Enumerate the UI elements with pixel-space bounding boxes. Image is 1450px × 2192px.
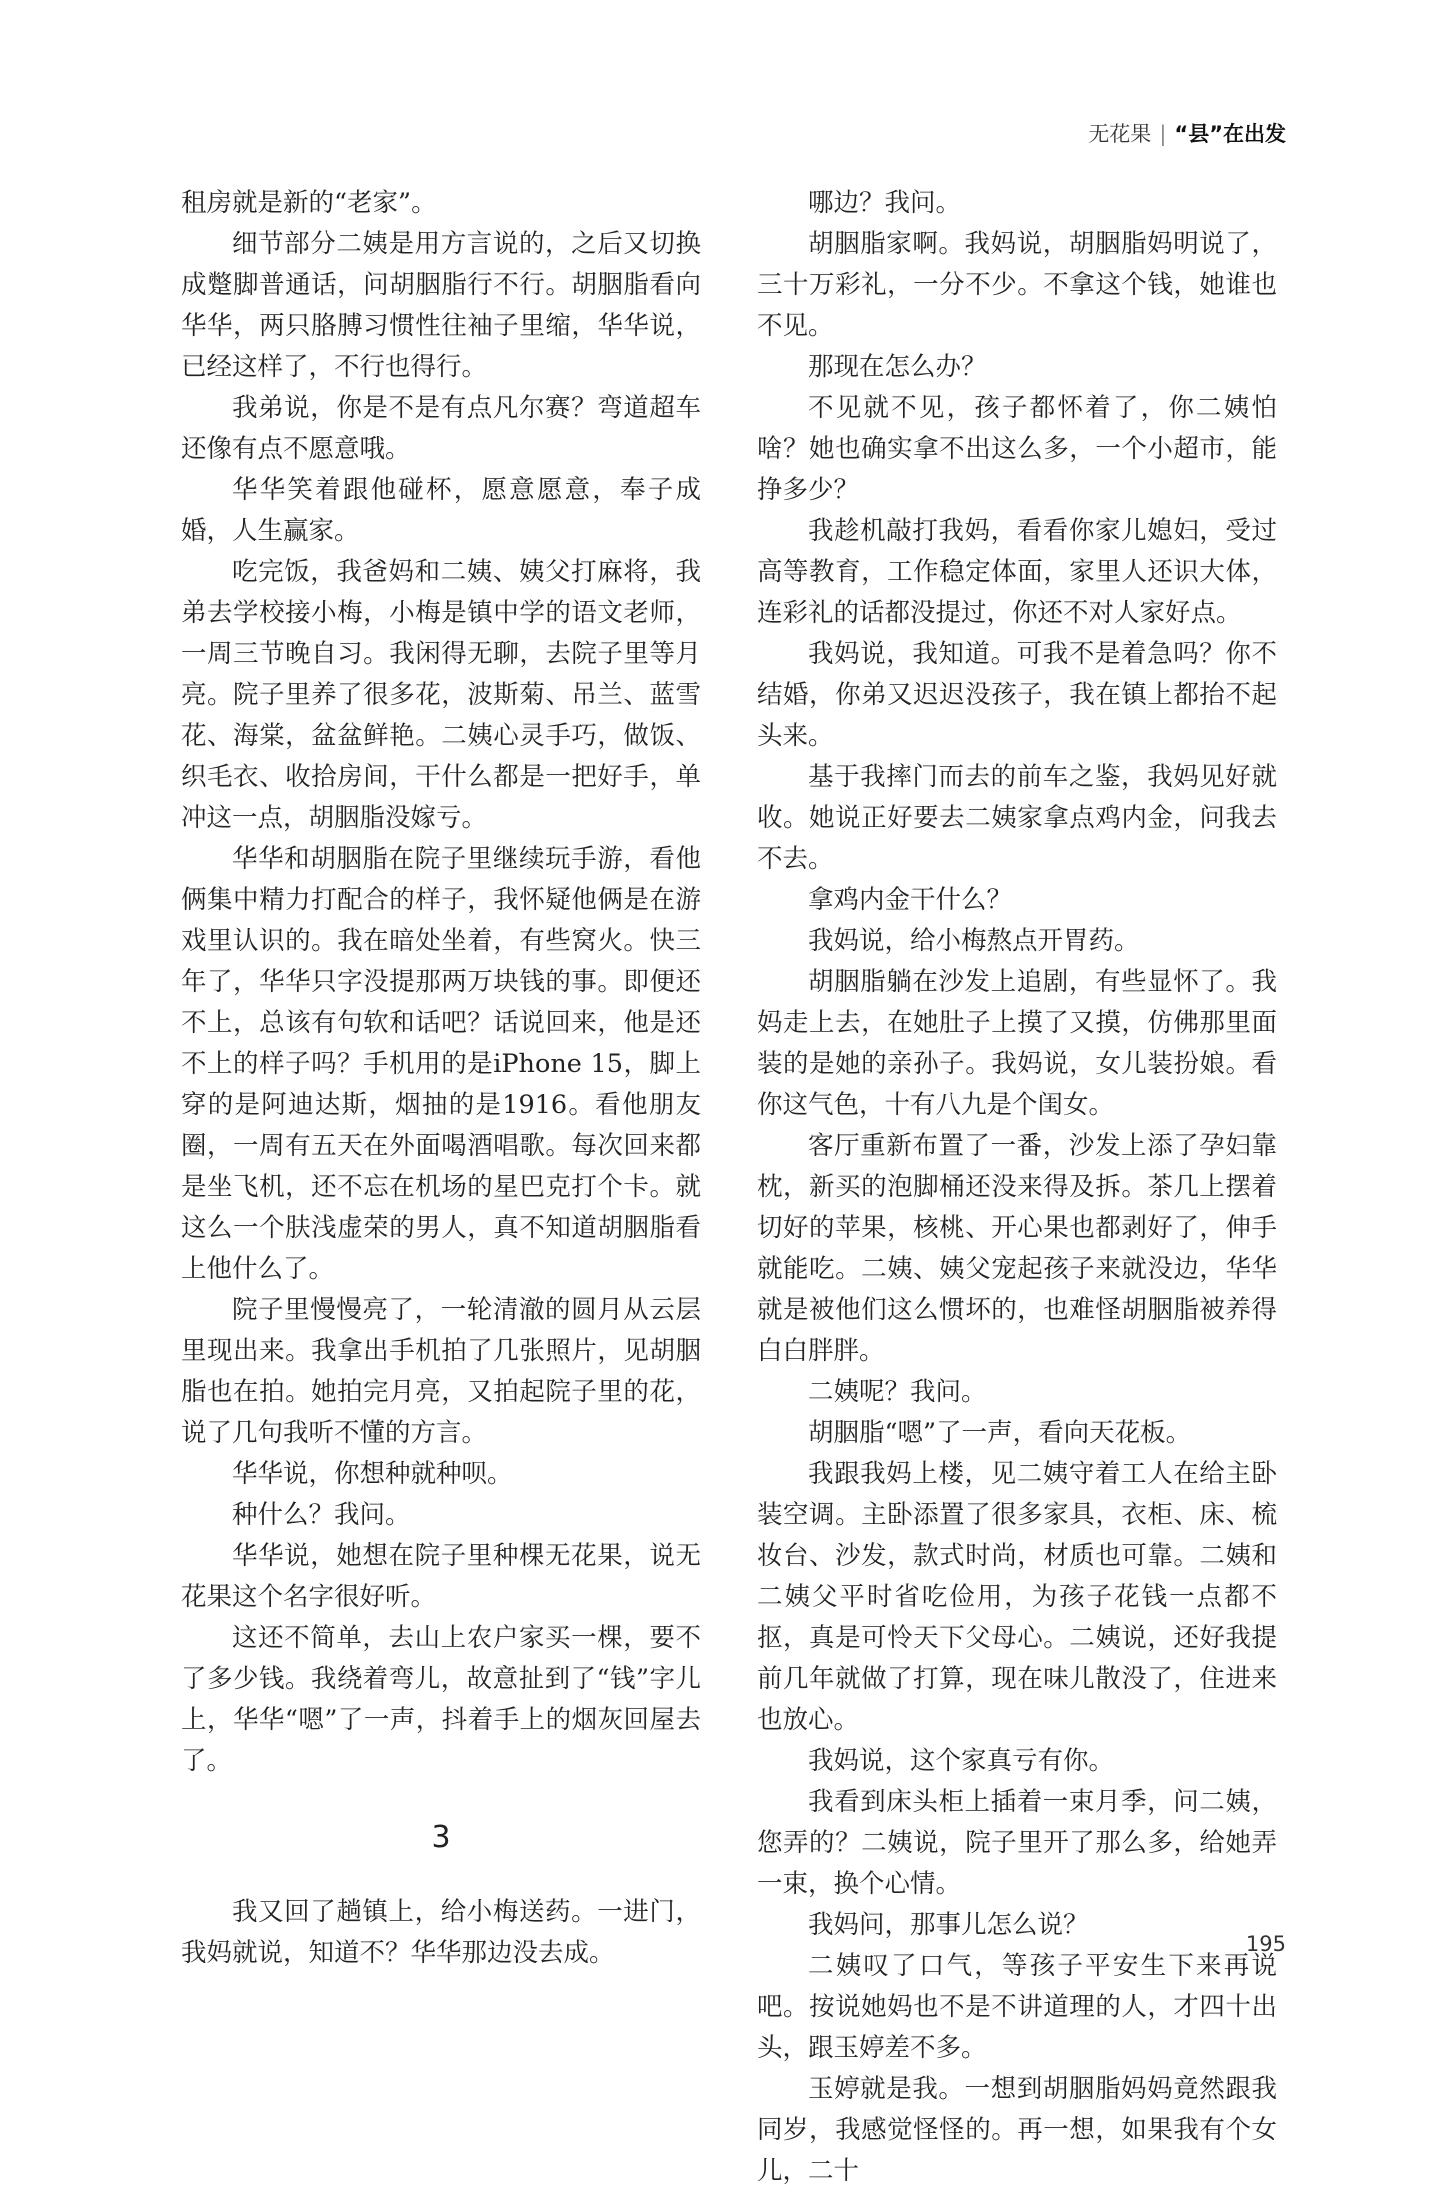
paragraph: 细节部分二姨是用方言说的，之后又切换成蹩脚普通话，问胡胭脂行不行。胡胭脂看向华华，两只胳膊习惯性往袖子里缩，华华说，已经这样了，不行也得行。 bbox=[181, 229, 701, 382]
paragraph: 我跟我妈上楼，见二姨守着工人在给主卧装空调。主卧添置了很多家具，衣柜、床、梳妆台、沙发，款式时尚，材质也可靠。二姨和二姨父平时省吃俭用，为孩子花钱一点都不抠，真是可怜天下父母心。二姨说，还好我提前几年就做了打算，现在味儿散没了，住进来也放心。 bbox=[757, 1459, 1277, 1735]
paragraph: 华华笑着跟他碰杯，愿意愿意，奉子成婚，人生赢家。 bbox=[181, 475, 701, 546]
paragraph: 客厅重新布置了一番，沙发上添了孕妇靠枕，新买的泡脚桶还没来得及拆。茶几上摆着切好的苹果，核桃、开心果也都剥好了，伸手就能吃。二姨、姨父宠起孩子来就没边，华华就是被他们这么惯坏的，也难怪胡胭脂被养得白白胖胖。 bbox=[757, 1131, 1277, 1366]
paragraph: 华华说，她想在院子里种棵无花果，说无花果这个名字很好听。 bbox=[181, 1541, 701, 1612]
paragraph: 我看到床头柜上插着一束月季，问二姨，您弄的？二姨说，院子里开了那么多，给她弄一束，换个心情。 bbox=[757, 1787, 1277, 1899]
running-header bbox=[1088, 118, 1286, 148]
header-column-title: “县”在出发 bbox=[1174, 122, 1286, 146]
paragraph: 这还不简单，去山上农户家买一棵，要不了多少钱。我绕着弯儿，故意扯到了“钱”字儿上，华华“嗯”了一声，抖着手上的烟灰回屋去了。 bbox=[181, 1623, 701, 1776]
section-number: 3 bbox=[431, 1820, 451, 1855]
paragraph: 不见就不见，孩子都怀着了，你二姨怕啥？她也确实拿不出这么多，一个小超市，能挣多少？ bbox=[757, 393, 1277, 505]
paragraph: 种什么？我问。 bbox=[232, 1500, 411, 1530]
paragraph: 华华说，你想种就种呗。 bbox=[232, 1459, 513, 1489]
paragraph: 我趁机敲打我妈，看看你家儿媳妇，受过高等教育，工作稳定体面，家里人还识大体，连彩礼的话都没提过，你还不对人家好点。 bbox=[757, 516, 1277, 628]
paragraph: 我又回了趟镇上，给小梅送药。一进门，我妈就说，知道不？华华那边没去成。 bbox=[181, 1897, 701, 1968]
paragraph: 哪边？我问。 bbox=[808, 188, 962, 218]
paragraph: 那现在怎么办？ bbox=[808, 352, 987, 382]
paragraph: 我妈问，那事儿怎么说？ bbox=[808, 1910, 1089, 1940]
left-text-column bbox=[181, 183, 701, 1974]
paragraph: 我妈说，我知道。可我不是着急吗？你不结婚，你弟又迟迟没孩子，我在镇上都抬不起头来。 bbox=[757, 639, 1277, 751]
header-separator: | bbox=[1159, 122, 1167, 146]
paragraph: 我妈说，这个家真亏有你。 bbox=[808, 1746, 1115, 1776]
paragraph: 胡胭脂“嗯”了一声，看向天花板。 bbox=[808, 1418, 1192, 1448]
paragraph: 院子里慢慢亮了，一轮清澈的圆月从云层里现出来。我拿出手机拍了几张照片，见胡胭脂也在拍。她拍完月亮，又拍起院子里的花，说了几句我听不懂的方言。 bbox=[181, 1295, 701, 1448]
paragraph: 吃完饭，我爸妈和二姨、姨父打麻将，我弟去学校接小梅，小梅是镇中学的语文老师，一周三节晚自习。我闲得无聊，去院子里等月亮。院子里养了很多花，波斯菊、吊兰、蓝雪花、海棠，盆盆鲜艳。二姨心灵手巧，做饭、织毛衣、收拾房间，干什么都是一把好手，单冲这一点，胡胭脂没嫁亏。 bbox=[181, 557, 701, 833]
paragraph: 胡胭脂躺在沙发上追剧，有些显怀了。我妈走上去，在她肚子上摸了又摸，仿佛那里面装的是她的亲孙子。我妈说，女儿装扮娘。看你这气色，十有八九是个闺女。 bbox=[757, 967, 1277, 1120]
paragraph: 租房就是新的“老家”。 bbox=[181, 188, 437, 218]
paragraph: 拿鸡内金干什么？ bbox=[808, 885, 1013, 915]
paragraph: 胡胭脂家啊。我妈说，胡胭脂妈明说了，三十万彩礼，一分不少。不拿这个钱，她谁也不见。 bbox=[757, 229, 1277, 341]
paragraph: 玉婷就是我。一想到胡胭脂妈妈竟然跟我同岁，我感觉怪怪的。再一想，如果我有个女儿，二十 bbox=[757, 2074, 1277, 2186]
paragraph: 二姨叹了口气，等孩子平安生下来再说吧。按说她妈也不是不讲道理的人，才四十出头，跟玉婷差不多。 bbox=[757, 1951, 1277, 2063]
paragraph: 我妈说，给小梅熬点开胃药。 bbox=[808, 926, 1140, 956]
right-text-column bbox=[757, 183, 1277, 2192]
paragraph: 基于我摔门而去的前车之鉴，我妈见好就收。她说正好要去二姨家拿点鸡内金，问我去不去。 bbox=[757, 762, 1277, 874]
page-number: 195 bbox=[1245, 1932, 1286, 1956]
header-section-name: 无花果 bbox=[1088, 122, 1152, 146]
paragraph: 华华和胡胭脂在院子里继续玩手游，看他俩集中精力打配合的样子，我怀疑他俩是在游戏里认识的。我在暗处坐着，有些窝火。快三年了，华华只字没提那两万块钱的事。即便还不上，总该有句软和话吧？话说回来，他是还不上的样子吗？手机用的是iPhone 15，脚上穿的是阿迪达斯，烟抽的是1916。看他朋友圈，一周有五天在外面喝酒唱歌。每次回来都是坐飞机，还不忘在机场的星巴克打个卡。就这么一个肤浅虚荣的男人，真不知道胡胭脂看上他什么了。 bbox=[181, 844, 701, 1284]
paragraph: 我弟说，你是不是有点凡尔赛？弯道超车还像有点不愿意哦。 bbox=[181, 393, 701, 464]
paragraph: 二姨呢？我问。 bbox=[808, 1377, 987, 1407]
